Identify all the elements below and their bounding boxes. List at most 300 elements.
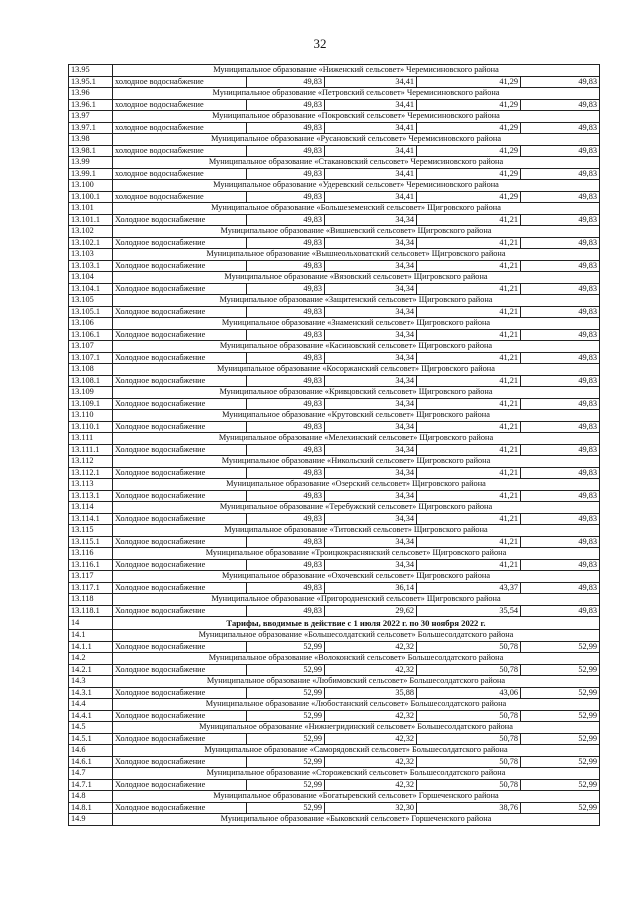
tariff-value: 49,83 xyxy=(247,490,325,502)
tariff-value: 41,21 xyxy=(417,237,521,249)
service-name: Холодное водоснабжение xyxy=(113,306,247,318)
tariff-value: 49,83 xyxy=(521,214,600,226)
service-name: Холодное водоснабжение xyxy=(113,421,247,433)
row-number: 13.118.1 xyxy=(69,605,113,617)
tariff-row xyxy=(69,513,600,525)
service-name: Холодное водоснабжение xyxy=(113,582,247,594)
municipality-row xyxy=(69,722,600,734)
municipality-row xyxy=(69,502,600,514)
municipality-row xyxy=(69,791,600,803)
tariff-value: 49,83 xyxy=(521,306,600,318)
tariff-value: 49,83 xyxy=(247,191,325,203)
tariff-row xyxy=(69,733,600,745)
tariff-value: 42,32 xyxy=(325,733,417,745)
tariff-value: 41,21 xyxy=(417,559,521,571)
municipality-name: Муниципальное образование «Знаменский сельсовет» Щигровского района xyxy=(113,318,600,330)
row-number: 13.117 xyxy=(69,571,113,583)
municipality-name: Муниципальное образование «Титовский сельсовет» Щигровского района xyxy=(113,525,600,537)
tariff-value: 49,83 xyxy=(247,260,325,272)
tariff-row xyxy=(69,605,600,617)
tariff-row xyxy=(69,260,600,272)
tariff-value: 52,99 xyxy=(247,664,325,676)
municipality-row xyxy=(69,456,600,468)
tariff-value: 49,83 xyxy=(247,536,325,548)
tariff-value: 34,34 xyxy=(325,214,417,226)
service-name: Холодное водоснабжение xyxy=(113,237,247,249)
municipality-name: Муниципальное образование «Удеревский сельсовет» Черемисиновского района xyxy=(113,180,600,192)
row-number: 14.8.1 xyxy=(69,802,113,814)
tariff-value: 50,78 xyxy=(417,710,521,722)
municipality-name: Муниципальное образование «Теребужский сельсовет» Щигровского района xyxy=(113,502,600,514)
tariff-value: 49,83 xyxy=(247,168,325,180)
row-number: 13.114 xyxy=(69,502,113,514)
municipality-name: Муниципальное образование «Любостанский сельсовет» Большесолдатского района xyxy=(113,699,600,711)
municipality-name: Муниципальное образование «Никольский сельсовет» Щигровского района xyxy=(113,456,600,468)
tariff-value: 42,32 xyxy=(325,779,417,791)
tariff-value: 49,83 xyxy=(247,444,325,456)
tariff-row xyxy=(69,641,600,653)
tariff-value: 49,83 xyxy=(521,191,600,203)
municipality-row xyxy=(69,653,600,665)
tariff-value: 49,83 xyxy=(521,490,600,502)
municipality-row xyxy=(69,318,600,330)
tariff-value: 49,83 xyxy=(521,122,600,134)
row-number: 13.111.1 xyxy=(69,444,113,456)
tariff-value: 49,83 xyxy=(247,76,325,88)
tariff-value: 34,41 xyxy=(325,145,417,157)
tariff-value: 41,21 xyxy=(417,375,521,387)
tariff-value: 50,78 xyxy=(417,641,521,653)
tariff-value: 49,83 xyxy=(521,375,600,387)
service-name: Холодное водоснабжение xyxy=(113,536,247,548)
municipality-name: Муниципальное образование «Нижнегридинский сельсовет» Большесолдатского района xyxy=(113,722,600,734)
tariff-value: 41,29 xyxy=(417,145,521,157)
tariff-value: 49,83 xyxy=(247,605,325,617)
tariff-row xyxy=(69,191,600,203)
tariff-row xyxy=(69,145,600,157)
tariff-row xyxy=(69,168,600,180)
municipality-name: Муниципальное образование «Быковский сельсовет» Горшеченского района xyxy=(113,814,600,826)
municipality-row xyxy=(69,111,600,123)
tariff-value: 49,83 xyxy=(247,352,325,364)
municipality-name: Муниципальное образование «Охочевский сельсовет» Щигровского района xyxy=(113,571,600,583)
row-number: 14.6 xyxy=(69,745,113,757)
tariff-row xyxy=(69,802,600,814)
tariff-value: 34,34 xyxy=(325,467,417,479)
tariff-value: 52,99 xyxy=(247,802,325,814)
tariff-value: 49,83 xyxy=(521,329,600,341)
tariff-value: 49,83 xyxy=(247,283,325,295)
municipality-row xyxy=(69,364,600,376)
municipality-name: Муниципальное образование «Стакановский сельсовет» Черемисиновского района xyxy=(113,157,600,169)
tariff-value: 41,29 xyxy=(417,99,521,111)
service-name: Холодное водоснабжение xyxy=(113,802,247,814)
tariff-row xyxy=(69,122,600,134)
row-number: 13.99.1 xyxy=(69,168,113,180)
tariff-value: 34,34 xyxy=(325,513,417,525)
tariff-value: 49,83 xyxy=(521,421,600,433)
tariff-value: 49,83 xyxy=(247,513,325,525)
tariff-value: 41,21 xyxy=(417,329,521,341)
tariff-value: 52,99 xyxy=(247,733,325,745)
row-number: 14.7 xyxy=(69,768,113,780)
municipality-row xyxy=(69,745,600,757)
service-name: Холодное водоснабжение xyxy=(113,559,247,571)
row-number: 14 xyxy=(69,617,113,630)
service-name: Холодное водоснабжение xyxy=(113,490,247,502)
tariff-value: 49,83 xyxy=(521,99,600,111)
municipality-name: Муниципальное образование «Озерский сельсовет» Щигровского района xyxy=(113,479,600,491)
row-number: 13.109.1 xyxy=(69,398,113,410)
service-name: Холодное водоснабжение xyxy=(113,687,247,699)
tariff-value: 32,30 xyxy=(325,802,417,814)
row-number: 13.101 xyxy=(69,203,113,215)
tariff-row xyxy=(69,664,600,676)
tariff-value: 52,99 xyxy=(521,641,600,653)
tariff-value: 34,41 xyxy=(325,76,417,88)
row-number: 14.5.1 xyxy=(69,733,113,745)
tariff-value: 52,99 xyxy=(521,733,600,745)
tariff-value: 49,83 xyxy=(247,306,325,318)
tariff-row xyxy=(69,398,600,410)
tariff-row xyxy=(69,329,600,341)
tariff-value: 35,54 xyxy=(417,605,521,617)
row-number: 14.3 xyxy=(69,676,113,688)
tariff-value: 50,78 xyxy=(417,664,521,676)
row-number: 13.97 xyxy=(69,111,113,123)
row-number: 13.106 xyxy=(69,318,113,330)
tariff-row xyxy=(69,710,600,722)
tariff-value: 49,83 xyxy=(521,559,600,571)
municipality-row xyxy=(69,295,600,307)
tariff-row xyxy=(69,490,600,502)
tariff-value: 41,21 xyxy=(417,352,521,364)
row-number: 14.4.1 xyxy=(69,710,113,722)
row-number: 13.100 xyxy=(69,180,113,192)
row-number: 13.96.1 xyxy=(69,99,113,111)
tariff-value: 34,34 xyxy=(325,375,417,387)
tariff-value: 34,34 xyxy=(325,306,417,318)
service-name: холодное водоснабжение xyxy=(113,99,247,111)
municipality-name: Муниципальное образование «Кривцовский сельсовет» Щигровского района xyxy=(113,387,600,399)
tariff-value: 34,34 xyxy=(325,237,417,249)
tariff-value: 49,83 xyxy=(521,536,600,548)
row-number: 13.115 xyxy=(69,525,113,537)
tariff-row xyxy=(69,444,600,456)
municipality-row xyxy=(69,88,600,100)
tariff-value: 49,83 xyxy=(247,214,325,226)
municipality-name: Муниципальное образование «Русановский сельсовет» Черемисиновского района xyxy=(113,134,600,146)
tariff-value: 41,21 xyxy=(417,398,521,410)
tariff-value: 41,21 xyxy=(417,283,521,295)
service-name: холодное водоснабжение xyxy=(113,145,247,157)
municipality-row xyxy=(69,157,600,169)
tariff-value: 34,41 xyxy=(325,168,417,180)
tariff-row xyxy=(69,582,600,594)
municipality-row xyxy=(69,387,600,399)
municipality-row xyxy=(69,433,600,445)
tariff-value: 49,83 xyxy=(247,375,325,387)
tariff-row xyxy=(69,99,600,111)
service-name: Холодное водоснабжение xyxy=(113,605,247,617)
service-name: Холодное водоснабжение xyxy=(113,352,247,364)
tariff-value: 49,83 xyxy=(247,237,325,249)
tariff-row xyxy=(69,559,600,571)
tariff-value: 49,83 xyxy=(521,398,600,410)
municipality-name: Муниципальное образование «Петровский сельсовет» Черемисиновского района xyxy=(113,88,600,100)
tariff-row xyxy=(69,779,600,791)
tariff-value: 41,21 xyxy=(417,490,521,502)
tariff-value: 49,83 xyxy=(247,559,325,571)
tariff-value: 41,29 xyxy=(417,76,521,88)
row-number: 14.8 xyxy=(69,791,113,803)
tariff-value: 35,88 xyxy=(325,687,417,699)
municipality-name: Муниципальное образование «Защитенский сельсовет» Щигровского района xyxy=(113,295,600,307)
tariff-value: 42,32 xyxy=(325,641,417,653)
tariff-value: 49,83 xyxy=(247,145,325,157)
municipality-row xyxy=(69,226,600,238)
municipality-name: Муниципальное образование «Вышнеольховатский сельсовет» Щигровского района xyxy=(113,249,600,261)
municipality-row xyxy=(69,203,600,215)
municipality-row xyxy=(69,768,600,780)
service-name: холодное водоснабжение xyxy=(113,76,247,88)
municipality-name: Муниципальное образование «Ниженский сельсовет» Черемисиновского района xyxy=(113,65,600,77)
section-title: Тарифы, вводимые в действие с 1 июля 2022 г. по 30 ноября 2022 г. xyxy=(113,617,600,630)
municipality-row xyxy=(69,630,600,642)
tariff-value: 34,34 xyxy=(325,421,417,433)
service-name: холодное водоснабжение xyxy=(113,168,247,180)
row-number: 13.103.1 xyxy=(69,260,113,272)
row-number: 13.98.1 xyxy=(69,145,113,157)
tariff-value: 52,99 xyxy=(247,756,325,768)
row-number: 13.102.1 xyxy=(69,237,113,249)
row-number: 13.96 xyxy=(69,88,113,100)
tariff-value: 29,62 xyxy=(325,605,417,617)
tariff-value: 41,21 xyxy=(417,306,521,318)
row-number: 13.97.1 xyxy=(69,122,113,134)
tariff-value: 49,83 xyxy=(521,605,600,617)
row-number: 13.112 xyxy=(69,456,113,468)
tariff-value: 41,21 xyxy=(417,421,521,433)
tariff-value: 52,99 xyxy=(521,664,600,676)
row-number: 13.104 xyxy=(69,272,113,284)
service-name: Холодное водоснабжение xyxy=(113,733,247,745)
tariff-value: 49,83 xyxy=(247,467,325,479)
tariff-row xyxy=(69,467,600,479)
tariff-row xyxy=(69,352,600,364)
tariff-value: 49,83 xyxy=(521,467,600,479)
tariff-row xyxy=(69,237,600,249)
row-number: 13.102 xyxy=(69,226,113,238)
municipality-row xyxy=(69,525,600,537)
row-number: 13.99 xyxy=(69,157,113,169)
service-name: Холодное водоснабжение xyxy=(113,260,247,272)
service-name: Холодное водоснабжение xyxy=(113,664,247,676)
service-name: Холодное водоснабжение xyxy=(113,444,247,456)
municipality-name: Муниципальное образование «Любимовский сельсовет» Большесолдатского района xyxy=(113,676,600,688)
municipality-row xyxy=(69,571,600,583)
tariff-value: 34,41 xyxy=(325,99,417,111)
row-number: 13.116 xyxy=(69,548,113,560)
municipality-name: Муниципальное образование «Большесолдатский сельсовет» Большесолдатского района xyxy=(113,630,600,642)
row-number: 13.101.1 xyxy=(69,214,113,226)
tariff-value: 49,83 xyxy=(521,168,600,180)
row-number: 13.105.1 xyxy=(69,306,113,318)
tariff-value: 34,41 xyxy=(325,191,417,203)
row-number: 13.100.1 xyxy=(69,191,113,203)
service-name: Холодное водоснабжение xyxy=(113,710,247,722)
tariff-value: 49,83 xyxy=(247,329,325,341)
tariff-value: 49,83 xyxy=(521,237,600,249)
tariff-value: 49,83 xyxy=(247,122,325,134)
tariff-value: 52,99 xyxy=(247,710,325,722)
tariff-value: 50,78 xyxy=(417,779,521,791)
row-number: 13.108.1 xyxy=(69,375,113,387)
tariff-value: 41,21 xyxy=(417,536,521,548)
tariff-row xyxy=(69,536,600,548)
municipality-row xyxy=(69,594,600,606)
tariff-value: 42,32 xyxy=(325,710,417,722)
tariff-value: 34,34 xyxy=(325,260,417,272)
row-number: 13.106.1 xyxy=(69,329,113,341)
tariff-value: 34,34 xyxy=(325,444,417,456)
section-row xyxy=(69,617,600,630)
tariff-value: 49,83 xyxy=(521,283,600,295)
tariff-value: 34,34 xyxy=(325,559,417,571)
municipality-row xyxy=(69,65,600,77)
tariff-value: 41,21 xyxy=(417,214,521,226)
tariff-value: 42,32 xyxy=(325,664,417,676)
tariff-row xyxy=(69,421,600,433)
row-number: 13.110.1 xyxy=(69,421,113,433)
municipality-row xyxy=(69,699,600,711)
row-number: 13.112.1 xyxy=(69,467,113,479)
row-number: 14.7.1 xyxy=(69,779,113,791)
tariff-value: 42,32 xyxy=(325,756,417,768)
row-number: 13.114.1 xyxy=(69,513,113,525)
tariff-table xyxy=(68,64,600,826)
tariff-value: 49,83 xyxy=(247,99,325,111)
row-number: 14.1.1 xyxy=(69,641,113,653)
municipality-name: Муниципальное образование «Вязовский сельсовет» Щигровского района xyxy=(113,272,600,284)
row-number: 13.98 xyxy=(69,134,113,146)
row-number: 14.2.1 xyxy=(69,664,113,676)
service-name: Холодное водоснабжение xyxy=(113,779,247,791)
tariff-value: 34,34 xyxy=(325,283,417,295)
row-number: 14.6.1 xyxy=(69,756,113,768)
service-name: Холодное водоснабжение xyxy=(113,467,247,479)
row-number: 13.113 xyxy=(69,479,113,491)
service-name: Холодное водоснабжение xyxy=(113,513,247,525)
municipality-name: Муниципальное образование «Пригородненский сельсовет» Щигровского района xyxy=(113,594,600,606)
tariff-value: 52,99 xyxy=(247,779,325,791)
tariff-value: 52,99 xyxy=(247,641,325,653)
tariff-value: 34,34 xyxy=(325,329,417,341)
tariff-value: 34,34 xyxy=(325,352,417,364)
service-name: Холодное водоснабжение xyxy=(113,214,247,226)
row-number: 13.95.1 xyxy=(69,76,113,88)
municipality-name: Муниципальное образование «Волоконский сельсовет» Большесолдатского района xyxy=(113,653,600,665)
tariff-value: 52,99 xyxy=(521,779,600,791)
row-number: 13.116.1 xyxy=(69,559,113,571)
tariff-value: 43,37 xyxy=(417,582,521,594)
row-number: 13.110 xyxy=(69,410,113,422)
row-number: 13.95 xyxy=(69,65,113,77)
municipality-name: Муниципальное образование «Троицкокраснянский сельсовет» Щигровского района xyxy=(113,548,600,560)
tariff-value: 41,21 xyxy=(417,260,521,272)
row-number: 13.105 xyxy=(69,295,113,307)
service-name: Холодное водоснабжение xyxy=(113,398,247,410)
municipality-name: Муниципальное образование «Крутовский сельсовет» Щигровского района xyxy=(113,410,600,422)
tariff-value: 49,83 xyxy=(521,513,600,525)
tariff-value: 36,14 xyxy=(325,582,417,594)
tariff-value: 49,83 xyxy=(247,398,325,410)
row-number: 13.107.1 xyxy=(69,352,113,364)
row-number: 13.111 xyxy=(69,433,113,445)
service-name: Холодное водоснабжение xyxy=(113,375,247,387)
tariff-value: 52,99 xyxy=(521,802,600,814)
tariff-value: 52,99 xyxy=(247,687,325,699)
tariff-value: 41,21 xyxy=(417,467,521,479)
row-number: 14.5 xyxy=(69,722,113,734)
row-number: 13.117.1 xyxy=(69,582,113,594)
tariff-row xyxy=(69,375,600,387)
municipality-row xyxy=(69,479,600,491)
tariff-value: 41,21 xyxy=(417,444,521,456)
tariff-value: 49,83 xyxy=(521,260,600,272)
tariff-value: 34,41 xyxy=(325,122,417,134)
municipality-name: Муниципальное образование «Вишневский сельсовет» Щигровского района xyxy=(113,226,600,238)
municipality-name: Муниципальное образование «Сторожевский сельсовет» Большесолдатского района xyxy=(113,768,600,780)
tariff-value: 43,06 xyxy=(417,687,521,699)
tariff-value: 34,34 xyxy=(325,536,417,548)
municipality-row xyxy=(69,814,600,826)
tariff-row xyxy=(69,76,600,88)
tariff-row xyxy=(69,214,600,226)
tariff-value: 49,83 xyxy=(247,421,325,433)
tariff-value: 34,34 xyxy=(325,490,417,502)
tariff-value: 34,34 xyxy=(325,398,417,410)
municipality-row xyxy=(69,249,600,261)
tariff-row xyxy=(69,306,600,318)
tariff-table-body xyxy=(69,65,600,826)
municipality-name: Муниципальное образование «Мелехинский сельсовет» Щигровского района xyxy=(113,433,600,445)
municipality-row xyxy=(69,341,600,353)
service-name: холодное водоснабжение xyxy=(113,122,247,134)
tariff-value: 52,99 xyxy=(521,687,600,699)
tariff-value: 41,29 xyxy=(417,191,521,203)
tariff-value: 50,78 xyxy=(417,756,521,768)
tariff-value: 41,29 xyxy=(417,122,521,134)
tariff-value: 49,83 xyxy=(521,76,600,88)
municipality-row xyxy=(69,180,600,192)
tariff-value: 52,99 xyxy=(521,710,600,722)
row-number: 14.4 xyxy=(69,699,113,711)
municipality-row xyxy=(69,676,600,688)
service-name: Холодное водоснабжение xyxy=(113,641,247,653)
municipality-name: Муниципальное образование «Большеземенский сельсовет» Щигровского района xyxy=(113,203,600,215)
row-number: 13.109 xyxy=(69,387,113,399)
municipality-name: Муниципальное образование «Косоржанский сельсовет» Щигровского района xyxy=(113,364,600,376)
row-number: 13.104.1 xyxy=(69,283,113,295)
tariff-value: 38,76 xyxy=(417,802,521,814)
page-number: 32 xyxy=(313,36,327,51)
tariff-row xyxy=(69,687,600,699)
municipality-name: Муниципальное образование «Покровский сельсовет» Черемисиновского района xyxy=(113,111,600,123)
row-number: 13.113.1 xyxy=(69,490,113,502)
municipality-row xyxy=(69,272,600,284)
tariff-value: 49,83 xyxy=(247,582,325,594)
